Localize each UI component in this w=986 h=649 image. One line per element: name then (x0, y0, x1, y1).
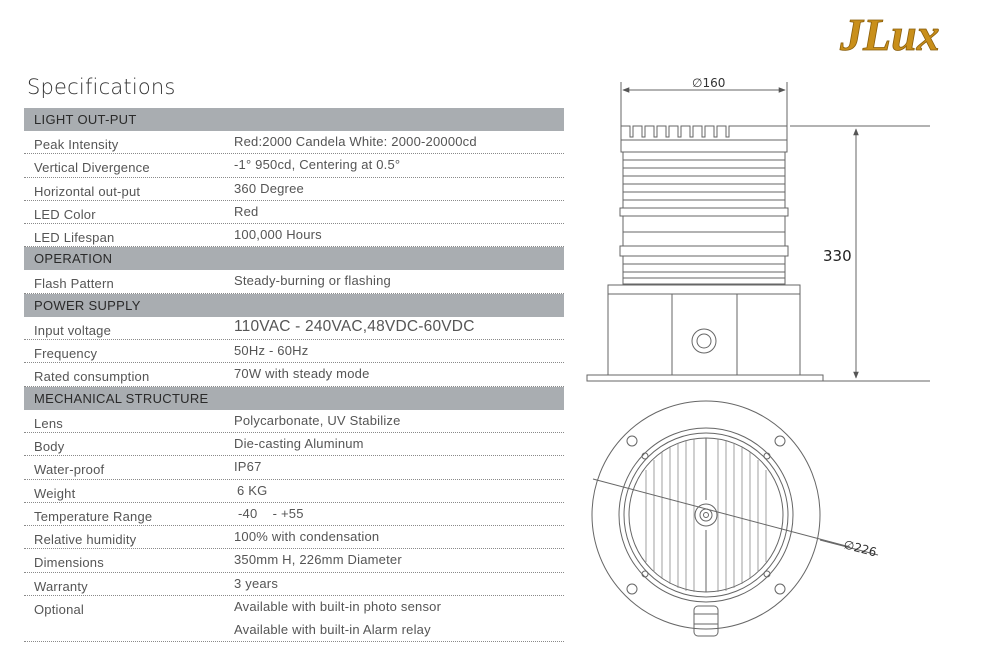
row-label: Body (34, 438, 65, 454)
table-row (24, 596, 564, 642)
table-row (24, 131, 564, 154)
table-row (24, 201, 564, 224)
row-value: 3 years (234, 575, 279, 591)
row-value: 100% with condensation (234, 529, 380, 545)
row-label: Horizontal out-put (34, 183, 141, 199)
row-label: Flash Pattern (34, 276, 114, 292)
row-value: Steady-burning or flashing (234, 273, 391, 289)
table-row (24, 526, 564, 549)
row-value: Red (234, 203, 259, 219)
table-row (24, 363, 564, 386)
row-label: Lens (34, 415, 63, 431)
height-label: 330 (823, 247, 852, 265)
top-view (592, 401, 878, 636)
table-row (24, 270, 564, 293)
row-value: IP67 (234, 459, 262, 475)
technical-drawing (583, 70, 943, 648)
logo-text: JLux (840, 9, 940, 60)
table-row (24, 224, 564, 247)
row-label: Temperature Range (34, 508, 153, 524)
row-value: -1° 950cd, Centering at 0.5° (234, 157, 401, 173)
row-value: 50Hz - 60Hz (234, 343, 309, 359)
table-row (24, 549, 564, 572)
table-row (24, 340, 564, 363)
row-label: Dimensions (34, 555, 104, 571)
jlux-logo (836, 4, 956, 62)
row-label: Peak Intensity (34, 137, 119, 152)
row-label: Input voltage (34, 322, 112, 338)
side-view (587, 82, 930, 381)
page-title: Specifications (27, 75, 176, 99)
table-row (24, 573, 564, 596)
row-value: Available with built-in photo sensor (234, 599, 442, 615)
row-label: LED Color (34, 206, 96, 222)
row-value: Die-casting Aluminum (234, 435, 364, 451)
row-label: LED Lifespan (34, 230, 115, 246)
row-value: 6 KG (237, 482, 268, 498)
row-label: Warranty (34, 578, 88, 594)
table-row (24, 503, 564, 526)
row-value: 70W with steady mode (234, 366, 370, 382)
row-label: Rated consumption (34, 369, 150, 385)
row-label: Weight (34, 485, 76, 501)
table-row (24, 433, 564, 456)
section-header-light-output: LIGHT OUT-PUT (24, 108, 564, 131)
row-label: Optional (34, 602, 85, 618)
section-header-mechanical-structure: MECHANICAL STRUCTURE (24, 387, 564, 410)
row-value: Red:2000 Candela White: 2000-20000cd (234, 134, 477, 149)
row-label: Relative humidity (34, 532, 137, 548)
row-label: Frequency (34, 346, 98, 362)
row-value: 360 Degree (234, 180, 304, 196)
top-diameter-label: ∅160 (692, 76, 726, 90)
table-row (24, 480, 564, 503)
row-label: Vertical Divergence (34, 160, 150, 176)
row-value-2: Available with built-in Alarm relay (234, 622, 431, 638)
base-diameter-label: ∅226 (842, 537, 879, 560)
section-header-power-supply: POWER SUPPLY (24, 294, 564, 317)
row-value: -40 - +55 (238, 505, 304, 521)
section-header-operation: OPERATION (24, 247, 564, 270)
row-value: 100,000 Hours (234, 227, 322, 243)
spec-table (24, 108, 564, 642)
table-row (24, 178, 564, 201)
row-value: 110VAC - 240VAC,48VDC-60VDC (234, 317, 475, 335)
table-row (24, 154, 564, 177)
row-label: Water-proof (34, 462, 105, 478)
table-row (24, 410, 564, 433)
row-value: 350mm H, 226mm Diameter (234, 552, 402, 568)
table-row (24, 317, 564, 340)
table-row (24, 456, 564, 479)
row-value: Polycarbonate, UV Stabilize (234, 412, 401, 428)
